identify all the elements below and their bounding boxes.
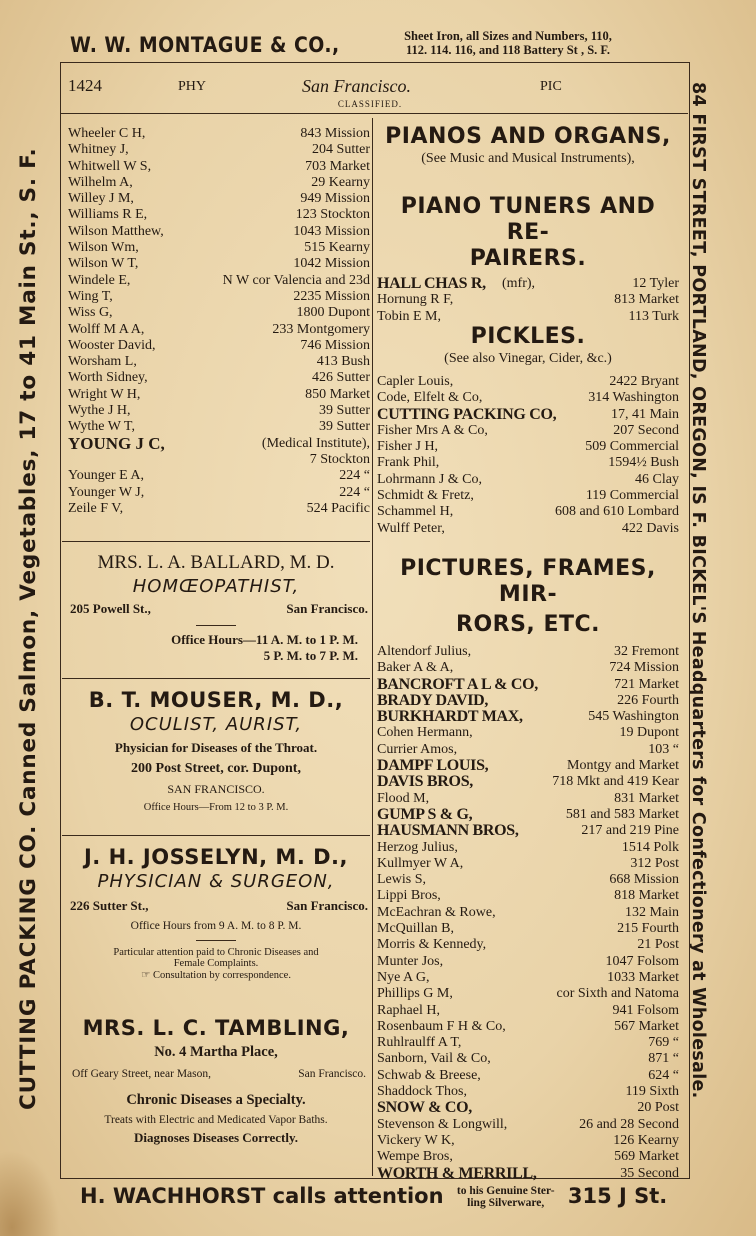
listing-name: DAMPF LOUIS, [377,757,489,775]
listing-name: Nye A G, [377,969,430,985]
listing-name: Wilson W T, [68,256,139,272]
listing-row [68,191,370,207]
bottom-advert-small [457,1185,555,1209]
listing-name: Wright W H, [68,386,141,402]
pictures-listings [377,644,679,1182]
listing-address: 567 Market [614,1018,679,1034]
listing-row [377,1133,679,1149]
bottom-advert-name: H. WACHHORST calls attention [80,1184,444,1208]
listing-address: cor Sixth and Natoma [556,986,679,1002]
listing-address: 32 Fremont [614,644,679,659]
listing-address: 843 Mission [300,126,370,141]
listing-name: Zeile F V, [68,500,124,516]
listing-address: 818 Market [614,888,679,904]
listing-row [377,742,679,758]
listing-row [68,175,370,191]
bottom-advert-address: 315 J St. [567,1184,668,1208]
listing-row [377,693,679,709]
josselyn-note-2: Female Complaints. [173,958,259,969]
column-rule [372,118,373,1176]
listing-row [377,1117,679,1133]
listing-name: WORTH & MERRILL, [377,1164,537,1182]
listing-name: GUMP S & G, [377,805,473,823]
pictures-section [377,556,679,1182]
listing-name: Wulff Peter, [377,520,445,536]
ballard-divider [196,625,236,626]
listing-row [377,872,679,888]
listing-name: Lohrmann J & Co, [377,471,482,487]
listing-address: 941 Folsom [612,1002,679,1018]
ballard-advert [62,552,370,664]
josselyn-title: PHYSICIAN & SURGEON, [97,871,335,892]
listing-name: Ruhlraulff A T, [377,1035,462,1051]
listing-address: Montgy and Market [567,758,679,774]
listing-address: 1800 Dupont [296,305,370,321]
listing-address: 1042 Mission [293,256,370,272]
listing-name: Fisher Mrs A & Co, [377,422,488,438]
listing-row [377,660,679,676]
listing-address: 312 Post [630,855,679,871]
pickles-listings [377,374,679,537]
pickles-section [377,324,679,537]
mouser-name: B. T. MOUSER, M. D., [88,688,344,712]
ballard-hours-2: 5 P. M. to 7 P. M. [263,648,358,663]
josselyn-street: 226 Sutter St., [70,898,149,913]
listing-name: Vickery W K, [377,1132,455,1148]
listing-address: 581 and 583 Market [565,806,679,822]
listing-row [377,888,679,904]
listing-name: Wilson Wm, [68,240,139,256]
listing-row [68,273,370,289]
listing-name: Hornung R F, [377,292,454,308]
listing-address: 1033 Market [607,969,679,985]
listing-address: 26 and 28 Second [579,1116,679,1132]
listing-address: 207 Second [613,422,679,438]
listing-name: Worsham L, [68,354,137,370]
pictures-heading-2: RORS, ETC. [456,612,600,637]
josselyn-city: San Francisco. [286,898,368,913]
listing-address: 2235 Mission [293,288,370,304]
tuners-heading-1: PIANO TUNERS AND RE- [400,194,656,245]
listing-name: Lewis S, [377,872,426,888]
listing-name: Fisher J H, [377,439,439,455]
listing-address: 545 Washington [588,709,679,725]
ballard-street: 205 Powell St., [70,601,151,616]
listing-address: (Medical Institute), [261,435,370,451]
listing-address: 1047 Folsom [605,953,679,969]
listing-address: 17, 41 Main [610,406,679,422]
listing-name: Wooster David, [68,337,156,353]
ballard-name: MRS. L. A. BALLARD, M. D. [97,552,335,573]
listing-address: 126 Kearny [613,1132,679,1148]
listing-row [377,937,679,953]
listing-name: Phillips G M, [377,986,453,1002]
listing-name: Wythe J H, [68,403,131,419]
ad-rule [62,835,370,836]
listing-row [68,305,370,321]
listing-address: 746 Mission [300,337,370,353]
listing-name: Flood M, [377,790,430,806]
listing-row [68,240,370,256]
listing-address: 724 Mission [609,660,679,676]
listing-name: CUTTING PACKING CO, [377,405,557,423]
listing-row [377,504,679,520]
ad-rule [62,678,370,679]
tambling-name: MRS. L. C. TAMBLING, [82,1016,350,1040]
ad-rule [62,541,370,542]
left-margin-advert: CUTTING PACKING CO. Canned Salmon, Vegetables, 17 to 41 Main St., S. F. [16,147,41,1110]
listing-row [377,1051,679,1067]
listing-row [68,452,370,468]
listing-row [68,142,370,158]
bottom-advert [80,1184,667,1209]
ballard-address [62,601,370,621]
listing-name: Whitney J, [68,142,129,158]
listing-row [68,256,370,272]
listing-address: 224 “ [339,484,370,500]
listing-row [68,338,370,354]
listing-row [377,725,679,741]
listing-address: 871 “ [648,1051,679,1067]
listing-name: McQuillan B, [377,921,454,937]
listing-name: Wiss G, [68,305,113,321]
josselyn-note-1: Particular attention paid to Chronic Diseases and [113,947,319,958]
listing-name: BRADY DAVID, [377,691,489,709]
listing-name: Wolff M A A, [68,321,145,337]
listing-row [68,289,370,305]
listing-row [377,521,679,537]
listing-row [377,1149,679,1165]
listing-address: 7 Stockton [309,451,370,467]
listing-row [377,488,679,504]
listing-row [68,403,370,419]
josselyn-note-3-line [62,969,370,981]
listing-address: 46 Clay [635,471,679,487]
listing-row [377,390,679,406]
listing-row [377,921,679,937]
tambling-city: San Francisco. [298,1068,366,1080]
ballard-hours-1: Office Hours—11 A. M. to 1 P. M. [171,632,358,647]
listing-row [377,472,679,488]
listing-address: 224 “ [339,468,370,484]
listing-row [377,758,679,774]
listing-row [377,840,679,856]
mouser-title: OCULIST, AURIST, [129,714,303,735]
listing-name: BURKHARDT MAX, [377,708,523,726]
listing-address: 119 Commercial [585,488,679,504]
listing-row [377,1003,679,1019]
listing-name: Stevenson & Longwill, [377,1116,508,1132]
listing-extra: (mfr), [502,276,536,291]
listing-name: Wheeler C H, [68,126,146,141]
josselyn-advert [62,845,370,981]
listing-address: 20 Post [637,1100,679,1116]
listing-address: 624 “ [648,1067,679,1083]
listing-row [377,423,679,439]
listing-name: Willey J M, [68,191,134,207]
listing-address: 233 Montgomery [272,321,370,337]
listing-address: 515 Kearny [304,240,370,256]
listing-address: 721 Market [614,676,679,692]
listing-name: Schammel H, [377,504,454,520]
listing-address: 314 Washington [588,390,679,406]
pickles-heading: PICKLES. [470,324,586,349]
listing-name: Younger W J, [68,484,145,500]
listing-name: Younger E A, [68,468,144,484]
mouser-advert [62,688,370,813]
listing-address: 204 Sutter [312,142,370,158]
pictures-heading-1: PICTURES, FRAMES, MIR- [400,556,656,607]
listing-row [377,677,679,693]
listing-name: Kullmyer W A, [377,855,464,871]
top-advert-detail-1: Sheet Iron, all Sizes and Numbers, 110, [404,29,612,43]
listing-address: 19 Dupont [619,725,679,741]
tambling-line-1: Chronic Diseases a Specialty. [126,1092,306,1108]
listing-name: Whitwell W S, [68,158,152,174]
josselyn-address [62,898,370,918]
listing-row [377,644,679,660]
listing-row [68,433,370,453]
listing-name: Frank Phil, [377,455,440,471]
listing-row [377,1084,679,1100]
listing-row [68,354,370,370]
listing-row [68,126,370,142]
listing-address: 21 Post [637,937,679,953]
tambling-street: No. 4 Martha Place, [154,1044,278,1060]
listing-address: 12 Tyler [632,276,679,291]
listing-name: Wilson Matthew, [68,223,164,239]
listing-address: 2422 Bryant [609,374,679,389]
listing-name: Wing T, [68,288,113,304]
listing-name: Altendorf Julius, [377,644,472,659]
listing-name: Wythe W T, [68,419,135,435]
listing-row [377,970,679,986]
listing-address: 113 Turk [628,308,679,324]
josselyn-hours: Office Hours from 9 A. M. to 8 P. M. [130,920,302,932]
listing-address: 413 Bush [316,354,370,370]
listing-name: Schwab & Breese, [377,1067,481,1083]
listing-address: 426 Sutter [312,370,370,386]
listing-address: 29 Kearny [311,174,370,190]
listing-name: McEachran & Rowe, [377,904,496,920]
listing-name: Rosenbaum F H & Co, [377,1018,506,1034]
pointing-hand-icon: ☞ [141,970,151,981]
listing-address: 509 Commercial [585,439,679,455]
listing-row [377,407,679,423]
listing-row [377,1019,679,1035]
city-heading: San Francisco. [302,76,411,96]
listing-address: 103 “ [648,741,679,757]
mouser-line-1: Physician for Diseases of the Throat. [114,740,318,755]
listing-address: 119 Sixth [625,1084,679,1100]
listing-row [377,276,679,292]
listing-address: 1594½ Bush [608,455,679,471]
tambling-near: Off Geary Street, near Mason, [72,1068,212,1080]
listing-name: SNOW & CO, [377,1099,472,1117]
listing-row [68,387,370,403]
listing-row [377,1100,679,1116]
mouser-city: SAN FRANCISCO. [167,782,265,796]
listing-address: 123 Stockton [295,207,370,223]
listing-name: Williams R E, [68,207,148,223]
pianos-heading: PIANOS AND ORGANS, [385,124,671,149]
listing-name: Sanborn, Vail & Co, [377,1051,491,1067]
listing-address: 217 and 219 Pine [581,823,679,839]
listing-name: BANCROFT A L & CO, [377,675,538,693]
tambling-line-2: Treats with Electric and Medicated Vapor Baths. [104,1114,328,1126]
listing-address: 949 Mission [300,191,370,207]
tambling-line-3: Diagnoses Diseases Correctly. [133,1130,299,1145]
listing-address: 813 Market [614,292,679,308]
listing-name: Wempe Bros, [377,1149,453,1165]
tuners-listings [377,276,679,325]
listing-name: Tobin E M, [377,308,441,324]
listing-row [68,322,370,338]
mouser-hours: Office Hours—From 12 to 3 P. M. [143,802,289,813]
listing-row [377,905,679,921]
listing-address: 608 and 610 Lombard [554,504,679,520]
mouser-line-2: 200 Post Street, cor. Dupont, [131,761,301,776]
listing-row [68,370,370,386]
listing-address: 215 Fourth [617,921,679,937]
listing-address: 39 Sutter [319,419,370,435]
pickles-subheading: (See also Vinegar, Cider, &c.) [444,351,612,366]
listing-address: 831 Market [614,790,679,806]
listing-name: Schmidt & Fretz, [377,488,474,504]
listing-row [377,374,679,390]
listing-name: HALL CHAS R, [377,275,486,292]
listing-row [377,455,679,471]
listing-name: YOUNG J C, [68,433,165,453]
tuners-heading-2: PAIRERS. [469,246,587,271]
pianos-subheading: (See Music and Musical Instruments), [421,151,635,166]
josselyn-name: J. H. JOSSELYN, M. D., [83,845,349,869]
pianos-section [377,124,679,168]
listing-address: 1043 Mission [293,223,370,239]
listing-row [377,791,679,807]
listing-address: 769 “ [648,1035,679,1051]
classified-label: CLASSIFIED. [337,99,403,109]
physician-listings [68,126,370,517]
listing-row [377,954,679,970]
listing-name: Capler Louis, [377,374,454,389]
listing-row [68,207,370,223]
josselyn-note-3: Consultation by correspondence. [153,970,291,981]
listing-address: 668 Mission [609,872,679,888]
listing-row [377,292,679,308]
left-guide-word: PHY [178,79,207,94]
listing-row [377,856,679,872]
bottom-advert-small-2: ling Silverware, [467,1197,545,1209]
listing-row [377,1068,679,1084]
top-advert-detail [338,29,678,57]
listing-row [68,485,370,501]
listing-name: Morris & Kennedy, [377,937,487,953]
header-rule [61,113,688,114]
listing-address: 226 Fourth [617,692,679,708]
listing-address: 1514 Polk [621,839,679,855]
top-advert-detail-2: 112. 114. 116, and 118 Battery St , S. F. [405,43,611,57]
ballard-title: HOMŒOPATHIST, [132,576,300,597]
listing-address: 850 Market [305,386,370,402]
listing-row [68,224,370,240]
listing-name: Baker A & A, [377,660,454,676]
listing-row [377,1035,679,1051]
top-advert-name: W. W. MONTAGUE & CO., [70,33,340,57]
listing-name: Lippi Bros, [377,888,441,904]
listing-name: Raphael H, [377,1002,440,1018]
listing-address: 524 Pacific [306,500,370,516]
listing-name: Munter Jos, [377,953,444,969]
listing-row [377,309,679,325]
listing-row [377,807,679,823]
listing-address: 422 Davis [621,520,679,536]
listing-address: 35 Second [620,1165,679,1181]
listing-address: N W cor Valencia and 23d [222,272,370,288]
listing-name: Currier Amos, [377,741,458,757]
listing-name: Shaddock Thos, [377,1084,467,1100]
listing-row [377,986,679,1002]
listing-name: Wilhelm A, [68,174,133,190]
tambling-advert [62,1016,370,1146]
listing-row [68,468,370,484]
listing-address: 718 Mkt and 419 Kear [552,774,679,790]
right-margin-advert: 84 FIRST STREET, PORTLAND, OREGON, IS F. BICKEL'S Headquarters for Confectionery at Wholesale. [688,82,708,1099]
bottom-advert-small-1: to his Genuine Ster- [456,1185,555,1197]
ballard-city: San Francisco. [286,601,368,616]
tambling-address [62,1068,370,1086]
listing-address: 703 Market [305,158,370,174]
listing-row [377,823,679,839]
listing-name: Herzog Julius, [377,839,458,855]
listing-name: Worth Sidney, [68,370,148,386]
page-stain [0,1150,60,1236]
tuners-section [377,194,679,325]
listing-address: 39 Sutter [319,403,370,419]
listing-row [68,501,370,517]
listing-row [377,774,679,790]
listing-address: 569 Market [614,1149,679,1165]
listing-address: 132 Main [624,904,679,920]
listing-name: HAUSMANN BROS, [377,822,519,840]
josselyn-divider [196,940,236,941]
page-number: 1424 [68,76,102,95]
listing-row [377,1166,679,1182]
listing-name: DAVIS BROS, [377,773,473,791]
listing-name: Windele E, [68,272,131,288]
listing-name: Code, Elfelt & Co, [377,390,483,406]
listing-row [377,709,679,725]
listing-row [68,159,370,175]
listing-name: Cohen Hermann, [377,725,473,741]
listing-row [377,439,679,455]
right-guide-word: PIC [540,79,562,94]
